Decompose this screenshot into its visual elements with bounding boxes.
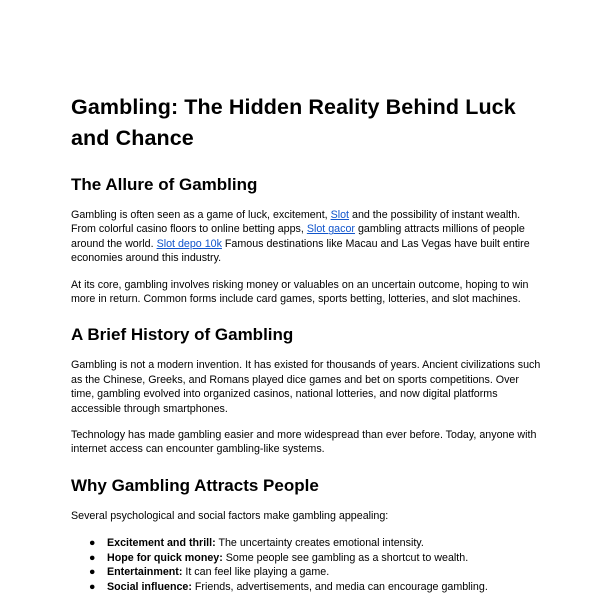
link-slot-depo-10k[interactable]: Slot depo 10k [156,237,222,250]
bullet-icon: ● [89,537,96,550]
section-heading-attracts: Why Gambling Attracts People [71,475,319,495]
text-run: and the possibility of instant wealth. From colorful casino floors to online betting apps, [71,209,521,236]
bullet-icon: ● [89,551,96,564]
section-heading-history: A Brief History of Gambling [71,325,294,345]
list-item [89,551,541,565]
link-slot[interactable]: Slot [330,209,350,221]
list-item-text: The uncertainty creates emotional intensity. [215,537,424,550]
text-run: gambling attracts millions of people around the world. [71,223,525,250]
paragraph-history-2: Technology has made gambling easier and more widespread than ever before. Today, anyone with internet access can encounter gambling-like systems. [71,429,537,456]
bullet-icon: ● [89,580,96,593]
text-run: Famous destinations like Macau and Las Vegas have built entire economies around this industry. [71,237,530,265]
list-item-text: It can feel like playing a game. [182,566,330,579]
paragraph-allure-1 [71,208,541,266]
list-item [89,565,541,579]
paragraph-history-1: Gambling is not a modern invention. It has existed for thousands of years. Ancient civilizations such as the Chinese, Greeks, and Romans played dice games and bet on sports competitions. Over time, gambling evolved into organized casinos, national lotteries, and now digital platforms accessible through smartphones. [71,359,541,415]
document-title: Gambling: The Hidden Reality Behind Luck and Chance [71,95,516,150]
list-item-text: Some people see gambling as a shortcut to wealth. [222,551,469,564]
list-item-label: Social influence: [107,580,192,593]
document-content [71,92,541,594]
section-heading-allure: The Allure of Gambling [71,175,258,194]
link-slot-gacor[interactable]: Slot gacor [306,223,355,236]
text-run: Gambling is often seen as a game of luck, excitement, [71,209,331,221]
list-item [89,536,541,550]
paragraph-allure-2: At its core, gambling involves risking money or valuables on an uncertain outcome, hoping to win more in return. Common forms include card games, sports betting, lotteries, and slot machines. [71,278,529,306]
bullet-icon: ● [89,566,96,579]
list-item-label: Excitement and thrill: [107,537,216,550]
list-item-label: Hope for quick money: [107,551,223,564]
paragraph-attracts-1: Several psychological and social factors make gambling appealing: [71,509,389,522]
list-item-text: Friends, advertisements, and media can encourage gambling. [191,580,488,593]
factors-list [71,536,541,594]
list-item-label: Entertainment: [107,566,183,579]
list-item [89,580,541,594]
